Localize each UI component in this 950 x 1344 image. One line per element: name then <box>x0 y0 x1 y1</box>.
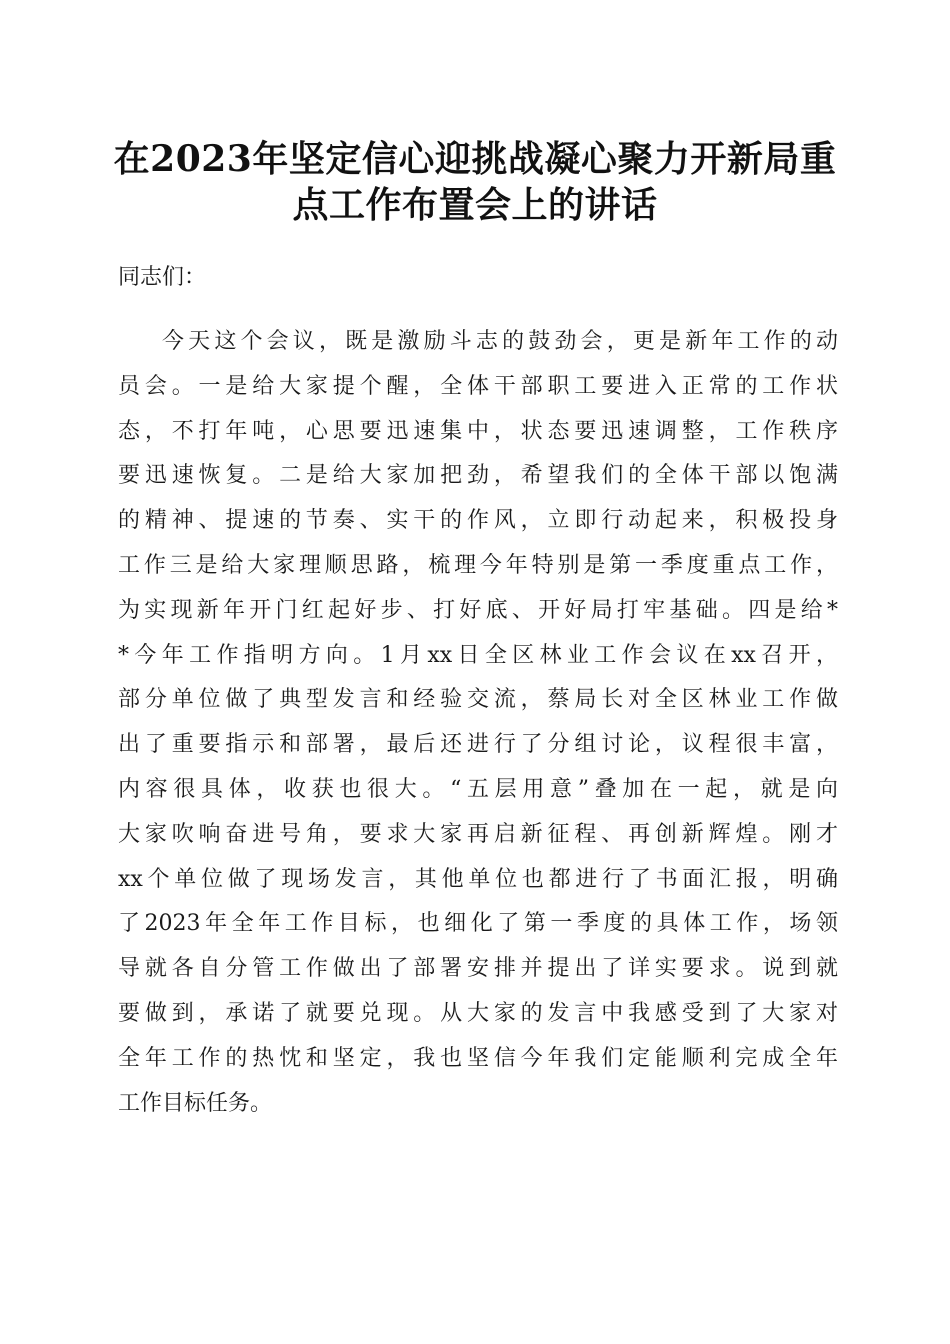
paragraph-line: 的精神、提速的节奏、实干的作风，立即行动起来，积极投身 <box>118 508 838 534</box>
paragraph-line: *今年工作指明方向。1月xx日全区林业工作会议在xx召开， <box>118 642 838 668</box>
paragraph-line: 大家吹响奋进号角，要求大家再启新征程、再创新辉煌。刚才 <box>118 821 838 847</box>
title-line-1: 在2023年坚定信心迎挑战凝心聚力开新局重 <box>113 138 837 180</box>
paragraph-line: xx个单位做了现场发言，其他单位也都进行了书面汇报，明确 <box>118 866 838 892</box>
paragraph-line: 内容很具体，收获也很大。“五层用意”叠加在一起，就是向 <box>118 776 838 802</box>
title-line-2: 点工作布置会上的讲话 <box>292 184 658 226</box>
paragraph-line: 全年工作的热忱和坚定，我也坚信今年我们定能顺利完成全年 <box>118 1045 838 1071</box>
paragraph-line: 为实现新年开门红起好步、打好底、开好局打牢基础。四是给* <box>118 597 838 623</box>
paragraph-line: 导就各自分管工作做出了部署安排并提出了详实要求。说到就 <box>118 956 838 982</box>
paragraph-line: 今天这个会议，既是激励斗志的鼓劲会，更是新年工作的动 <box>162 329 838 354</box>
paragraph-line: 部分单位做了典型发言和经验交流，蔡局长对全区林业工作做 <box>118 687 838 713</box>
paragraph-line: 员会。一是给大家提个醒，全体干部职工要进入正常的工作状 <box>118 373 838 399</box>
document-title <box>100 136 850 228</box>
paragraph-line: 工作目标任务。 <box>118 1090 273 1116</box>
salutation: 同志们： <box>118 265 207 290</box>
paragraph-line: 要迅速恢复。二是给大家加把劲，希望我们的全体干部以饱满 <box>118 463 838 489</box>
speech-paragraph <box>118 320 838 1126</box>
paragraph-line: 了2023年全年工作目标，也细化了第一季度的具体工作，场领 <box>118 911 838 937</box>
paragraph-line: 工作三是给大家理顺思路，梳理今年特别是第一季度重点工作， <box>118 552 838 578</box>
paragraph-line: 态，不打年吨，心思要迅速集中，状态要迅速调整，工作秩序 <box>118 418 838 444</box>
paragraph-line: 要做到，承诺了就要兑现。从大家的发言中我感受到了大家对 <box>118 1000 838 1026</box>
paragraph-line: 出了重要指示和部署，最后还进行了分组讨论，议程很丰富， <box>118 732 838 758</box>
